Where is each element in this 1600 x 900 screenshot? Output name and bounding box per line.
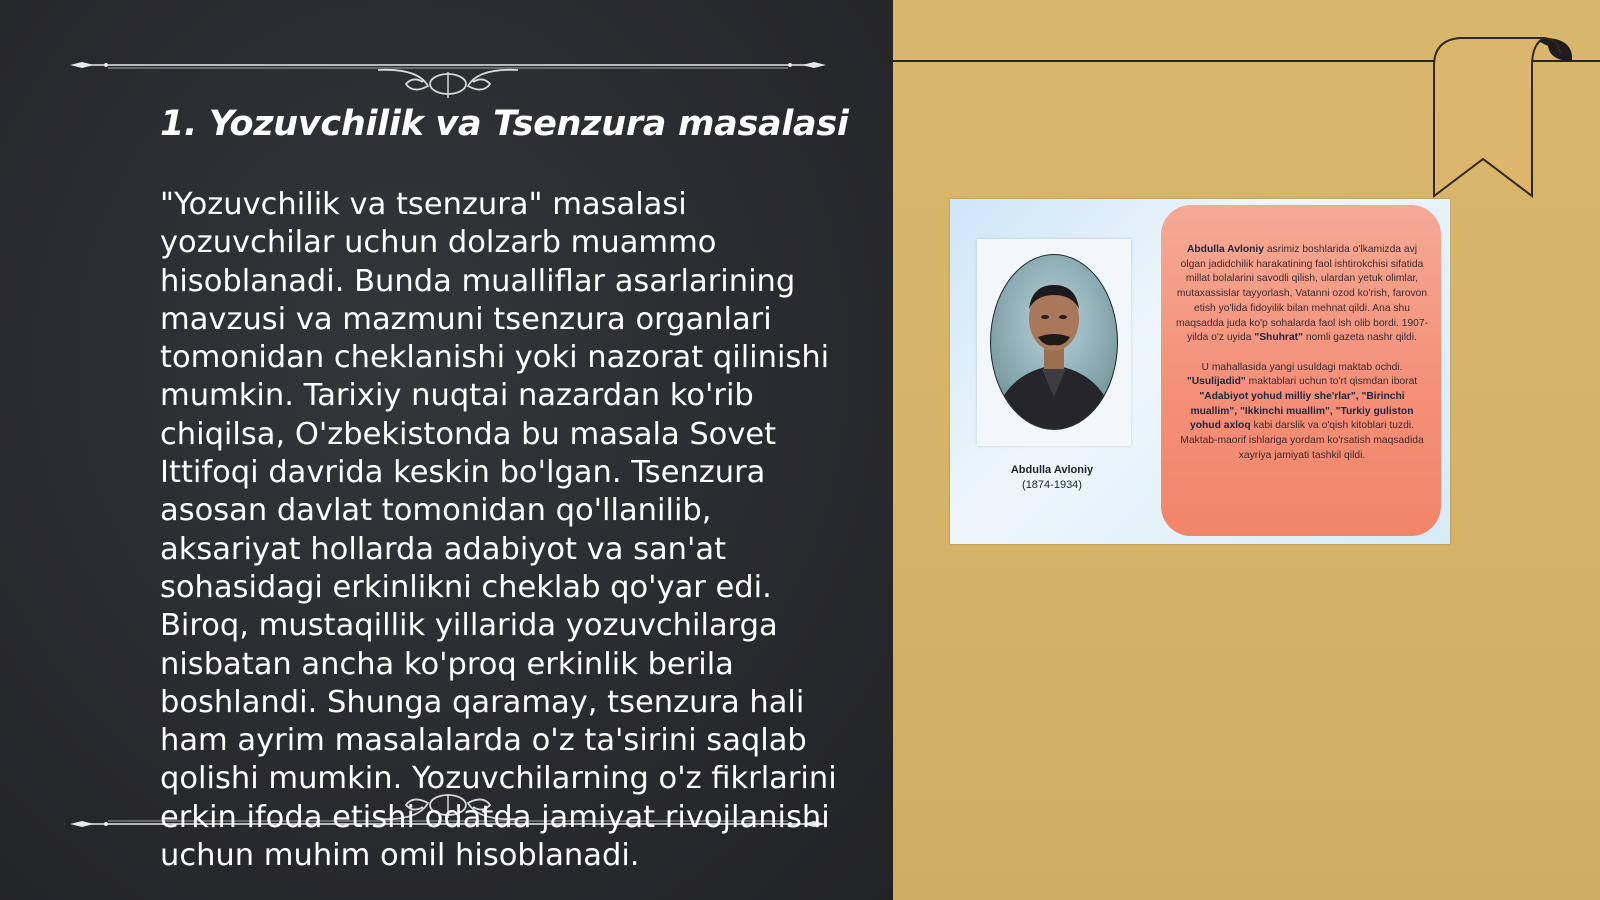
biography-text: Abdulla Avloniy asrimiz boshlarida o'lkamizda avj olgan jadidchilik harakatining faol ishtirokchisi sifatida millat bolalarini savodli qilish, ulardan yetuk olimlar, mutaxassislar tayyorlash, Vatanni ozod ko'rish, farovon etish yo'lida fidoyilik bilan mehnat qildi. Ana shu maqsadda juda ko'p sohalarda faol ish olib bordi. 1907-yilda o'z uyida "Shuhrat" nomli gazeta nashr qildi. U mahallasida yangi usuldagi maktab ochdi. "Usulijadid" maktablari uchun to'rt qismdan iborat "Adabiyot yohud milliy she'rlar", "Birinchi muallim", "Ikkinchi muallim", "Turkiy guliston yohud axloq kabi darslik va o'qish kitoblari tuzdi. Maktab-maorif ishlariga yordam ko'rsatish maqsadida xayriya jamiyati tashkil qildi. bbox=[1175, 244, 1429, 461]
portrait-frame bbox=[977, 239, 1131, 446]
biography-box bbox=[1161, 205, 1441, 536]
slide-title: 1. Yozuvchilik va Tsenzura masalasi bbox=[160, 104, 849, 144]
avloniy-info-image bbox=[950, 199, 1450, 544]
portrait-caption-name: Abdulla Avloniy bbox=[1010, 464, 1094, 476]
portrait-caption-years: (1874-1934) bbox=[1022, 479, 1082, 491]
bookmark-ribbon-icon bbox=[1432, 36, 1572, 201]
ornament-divider-top bbox=[68, 52, 828, 100]
slide-body-text: "Yozuvchilik va tsenzura" masalasi yozuvchilar uchun dolzarb muammo hisoblanadi. Bunda mualliflar asarlarining mavzusi va mazmuni tsenzura organlari tomonidan cheklanishi yoki nazorat qilinishi mumkin. Tarixiy nuqtai nazardan ko'rib chiqilsa, O'zbekistonda bu masala Sovet Ittifoqi davrida keskin bo'lgan. Tsenzura asosan davlat tomonidan qo'llanilib, aksariyat hollarda adabiyot va san'at sohasidagi erkinlikni cheklab qo'yar edi. Biroq, mustaqillik yillarida yozuvchilarga nisbatan ancha ko'proq erkinlik berila boshlandi. Shunga qaramay, tsenzura hali ham ayrim masalalarda o'z ta'sirini saqlab qolishi mumkin. Yozuvchilarning o'z fikrlarini erkin ifoda etishi odatda jamiyat rivojlanishi uchun muhim omil hisoblanadi. bbox=[160, 187, 837, 874]
portrait-photo bbox=[984, 247, 1124, 437]
